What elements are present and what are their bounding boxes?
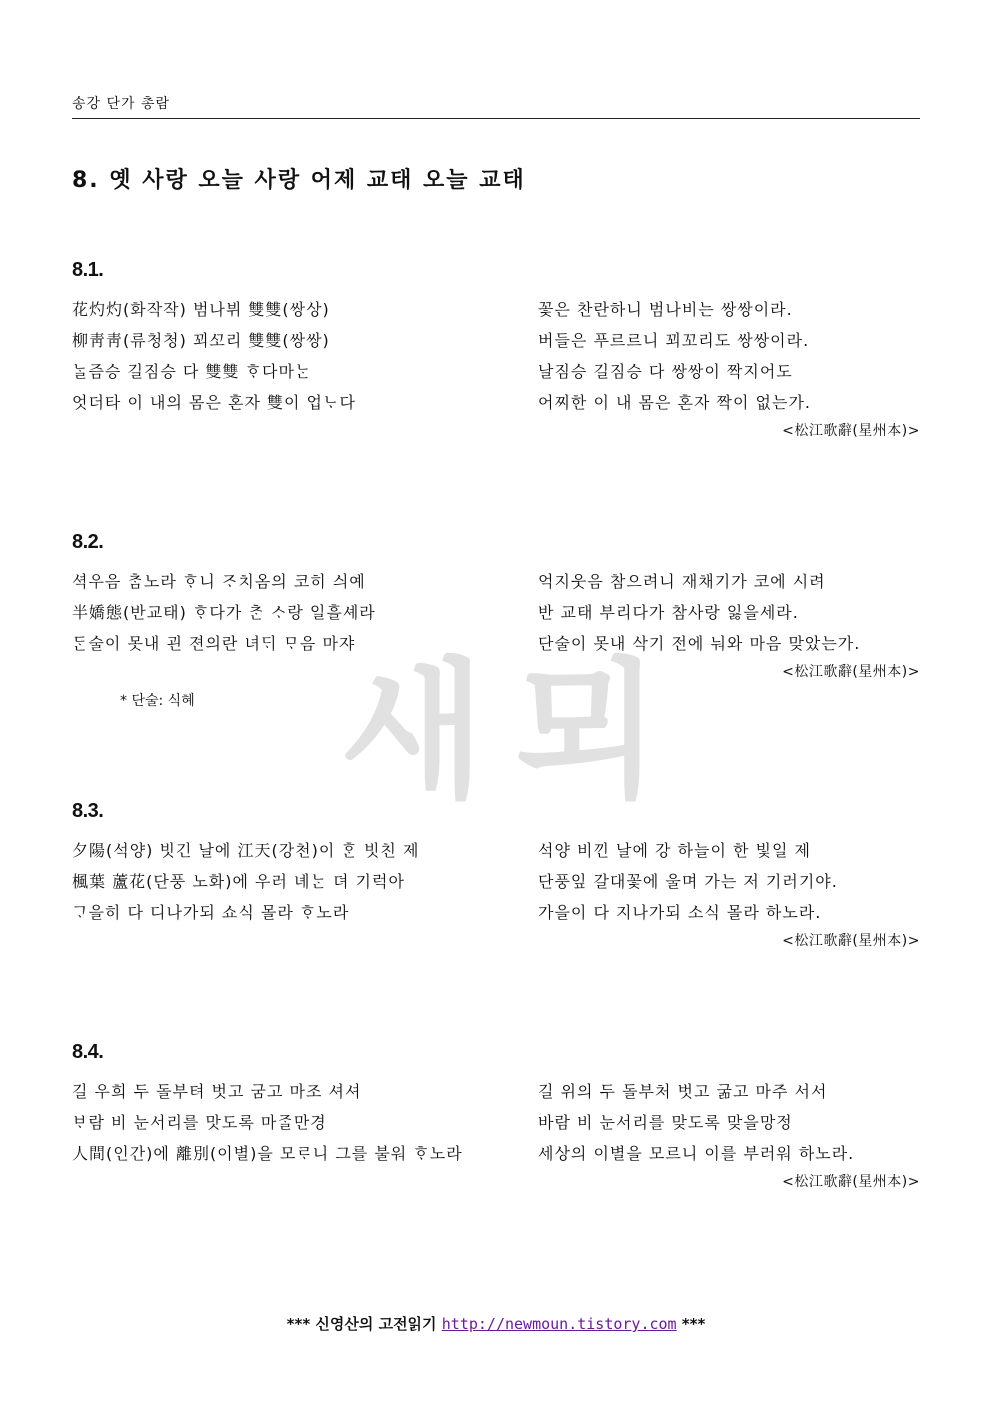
original-line: 半嬌態(반교태) ᄒᆞ다가 ᄎᆞᆫ ᄉᆞ랑 일흘셰라: [72, 603, 376, 622]
source-citation: <松江歌辭(星州本)>: [782, 933, 920, 949]
source-citation: <松江歌辭(星州本)>: [782, 423, 920, 439]
original-line: 柳靑靑(류청청) 꾀ᄭᅩ리 雙雙(쌍쌍): [72, 331, 330, 350]
footer: [0, 1313, 992, 1334]
original-line: 楓葉 蘆花(단풍 노화)에 우러 녜ᄂᆞᆫ 뎌 기럭아: [72, 872, 405, 891]
original-line: 길 우희 두 돌부텨 벗고 굼고 마조 셔셔: [72, 1082, 362, 1101]
footnote: * 단술: 식혜: [120, 693, 195, 709]
section-number: 8.3.: [72, 800, 104, 822]
original-line: 人間(인간)에 離別(이별)을 모ᄅᆞ니 그를 불워 ᄒᆞ노라: [72, 1144, 463, 1163]
modern-line: 가을이 다 지나가되 소식 몰라 하노라.: [538, 903, 822, 922]
section-number: 8.4.: [72, 1041, 104, 1063]
modern-line: 억지웃음 참으려니 재채기가 코에 시려: [538, 572, 826, 591]
original-line: ᄃᆞᆫ술이 못내 괸 젼의란 녀ᄃᆡ ᄆᆞ음 마쟈: [72, 634, 356, 653]
blog-link[interactable]: http://newmoun.tistory.com: [441, 1315, 677, 1333]
original-line: ᄂᆞᆯ즘승 길짐승 다 雙雙 ᄒᆞ다마ᄂᆞᆫ: [72, 362, 312, 381]
modern-line: 세상의 이별을 모르니 이를 부러워 하노라.: [538, 1144, 855, 1163]
source-citation: <松江歌辭(星州本)>: [782, 1174, 920, 1190]
modern-line: 날짐승 길짐승 다 쌍쌍이 짝지어도: [538, 362, 793, 381]
header-divider: [72, 118, 920, 119]
section-number: 8.2.: [72, 531, 104, 553]
modern-line: 꽃은 찬란하니 범나비는 쌍쌍이라.: [538, 300, 793, 319]
footer-suffix: ***: [676, 1315, 706, 1333]
page-title: 8. 옛 사랑 오늘 사랑 어제 교태 오늘 교태: [72, 168, 526, 193]
modern-line: 반 교태 부리다가 참사랑 잃을세라.: [538, 603, 799, 622]
original-line: 夕陽(석양) 빗긴 날에 江天(강천)이 ᄒᆞᆫ 빗친 제: [72, 841, 420, 860]
modern-line: 단풍잎 갈대꽃에 울며 가는 저 기러기야.: [538, 872, 838, 891]
watermark: 새뫼: [340, 645, 690, 819]
original-line: 花灼灼(화작작) 범나뷔 雙雙(쌍상): [72, 300, 330, 319]
modern-line: 버들은 푸르르니 꾀꼬리도 쌍쌍이라.: [538, 331, 810, 350]
running-header: 송강 단가 총람: [72, 96, 171, 112]
original-line: 엇더타 이 내의 몸은 혼자 雙이 업ᄂᆞ다: [72, 393, 356, 412]
modern-line: 바람 비 눈서리를 맞도록 맞을망정: [538, 1113, 793, 1132]
modern-line: 석양 비낀 날에 강 하늘이 한 빛일 제: [538, 841, 811, 860]
footer-prefix: *** 신영산의 고전읽기: [286, 1315, 442, 1333]
original-line: ᄇᆞ람 비 눈서리를 맛도록 마ᄌᆞᆯ만경: [72, 1113, 327, 1132]
original-line: ᄀᆞ을히 다 디나가되 쇼식 몰라 ᄒᆞ노라: [72, 903, 350, 922]
original-line: 셕우음 ᄎᆞᆷ노라 ᄒᆞ니 ᄌᆞ치옴의 코히 싀예: [72, 572, 366, 591]
modern-line: 어찌한 이 내 몸은 혼자 짝이 없는가.: [538, 393, 811, 412]
modern-line: 단술이 못내 삭기 전에 눠와 마음 맞았는가.: [538, 634, 861, 653]
modern-line: 길 위의 두 돌부처 벗고 굶고 마주 서서: [538, 1082, 828, 1101]
source-citation: <松江歌辭(星州本)>: [782, 664, 920, 680]
section-number: 8.1.: [72, 259, 104, 281]
